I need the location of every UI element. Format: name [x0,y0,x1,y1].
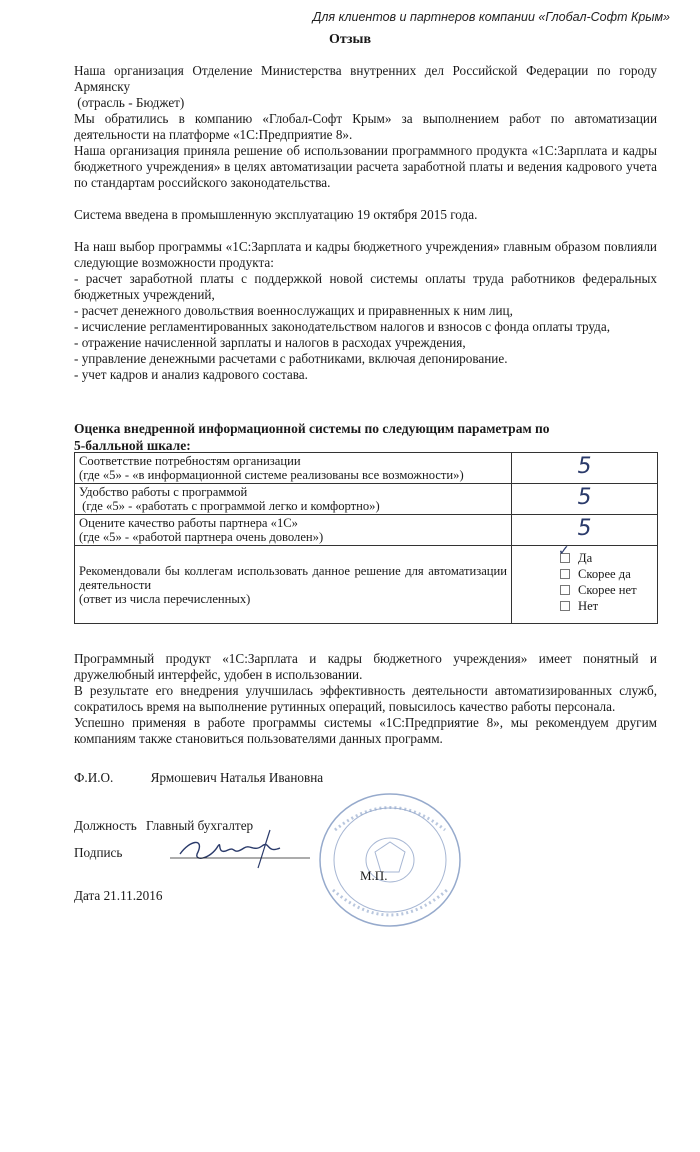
conclusion-section [74,651,657,747]
option-label: Да [578,551,593,565]
fio-row [74,770,323,786]
checkbox-icon[interactable] [560,601,570,611]
criterion-note: (где «5» - «работой партнера очень доволен») [79,530,324,544]
evaluation-title-line-2: 5-балльной шкале: [74,438,191,453]
criterion-title: Оцените качество работы партнера «1С» [79,516,298,530]
header-note: Для клиентов и партнеров компании «Глобал-Софт Крым» [312,10,670,24]
checkbox-icon[interactable] [560,585,570,595]
criterion-note: (где «5» - «работать с программой легко и комфортно») [79,499,380,513]
option-yes[interactable] [558,544,657,566]
table-row [75,453,658,484]
criterion-title: Удобство работы с программой [79,485,248,499]
signature-row [74,845,122,861]
score-cell [512,453,658,484]
criterion-cell [75,453,512,484]
evaluation-title [74,420,550,454]
option-label: Нет [578,599,599,613]
criterion-cell [75,515,512,546]
option-no[interactable] [560,598,657,614]
option-rather-yes[interactable] [560,566,657,582]
recommend-options-cell [512,546,658,624]
feature-item: - исчисление регламентированных законодательством налогов и взносов с фонда оплаты труда, [74,319,611,334]
table-row [75,484,658,515]
checkmark-icon: ✓ [558,544,570,559]
criterion-note: (где «5» - «в информационной системе реализованы все возможности») [79,468,464,482]
option-label: Скорее нет [578,583,637,597]
recommend-question-cell [75,546,512,624]
position-label: Должность [74,818,137,833]
evaluation-title-line-1: Оценка внедренной информационной системы по следующим параметрам по [74,421,550,436]
intro-paragraph-1: Мы обратились в компанию «Глобал-Софт Крым» за выполнением работ по автоматизации деятельности на платформе «1С:Предприятие 8». [74,111,657,142]
score-cell [512,484,658,515]
fio-label: Ф.И.О. [74,770,114,785]
feature-item: - расчет денежного довольствия военнослужащих и приравненных к ним лиц, [74,303,513,318]
table-row [75,546,658,624]
checkbox-icon[interactable] [560,569,570,579]
score-value: 5 [577,454,592,479]
intro-paragraph-2: Наша организация приняла решение об использовании программного продукта «1С:Зарплата и кадры бюджетного учреждения» в целях автоматизации расчета заработной платы и ведения кадрового учета по стандартам российского законодательства. [74,143,657,190]
date-value: Дата 21.11.2016 [74,888,163,903]
recommend-question: Рекомендовали бы коллегам использовать данное решение для автоматизации деятельности [79,563,507,592]
industry-line: (отрасль - Бюджет) [74,95,185,110]
feature-item: - управление денежными расчетами с работниками, включая депонирование. [74,351,508,366]
feature-item: - расчет заработной платы с поддержкой новой системы оплаты труда работников федеральных бюджетных учреждений, [74,271,657,302]
intro-section [74,63,657,383]
handwritten-signature [170,822,310,872]
feature-item: - учет кадров и анализ кадрового состава. [74,367,308,382]
recommend-options [512,544,657,614]
round-stamp [315,790,465,930]
score-value: 5 [577,516,592,541]
date-row [74,888,162,904]
table-row [75,515,658,546]
intro-paragraph-4: На наш выбор программы «1С:Зарплата и кадры бюджетного учреждения» главным образом повлияли следующие возможности продукта: [74,239,657,270]
score-value: 5 [577,485,592,510]
criterion-title: Соответствие потребностям организации [79,454,301,468]
conclusion-paragraph-1: Программный продукт «1С:Зарплата и кадры бюджетного учреждения» имеет понятный и дружелюбный интерфейс, удобен в использовании. [74,651,657,682]
stamp-label: М.П. [360,868,388,883]
conclusion-paragraph-3: Успешно применяя в работе программы системы «1С:Предприятие 8», мы рекомендуем другим компаниям также становиться пользователями данных программ. [74,715,657,746]
fio-value: Ярмошевич Наталья Ивановна [150,770,324,785]
organization-line: Наша организация Отделение Министерства внутренних дел Российской Федерации по городу Армянску [74,63,657,94]
conclusion-paragraph-2: В результате его внедрения улучшилась эффективность деятельности автоматизированных служб, сократилось время на выполнение рутинных операций, повысилось качество работы персонала. [74,683,657,714]
document-title: Отзыв [328,32,372,47]
recommend-note: (ответ из числа перечисленных) [79,591,251,606]
score-cell [512,515,658,546]
evaluation-table [74,452,658,624]
option-label: Скорее да [578,567,631,581]
intro-paragraph-3: Система введена в промышленную эксплуатацию 19 октября 2015 года. [74,207,478,222]
option-rather-no[interactable] [560,582,657,598]
signature-label: Подпись [74,845,123,860]
feature-item: - отражение начисленной зарплаты и налогов в расходах учреждения, [74,335,466,350]
criterion-cell [75,484,512,515]
position-value: Главный бухгалтер [146,818,254,833]
